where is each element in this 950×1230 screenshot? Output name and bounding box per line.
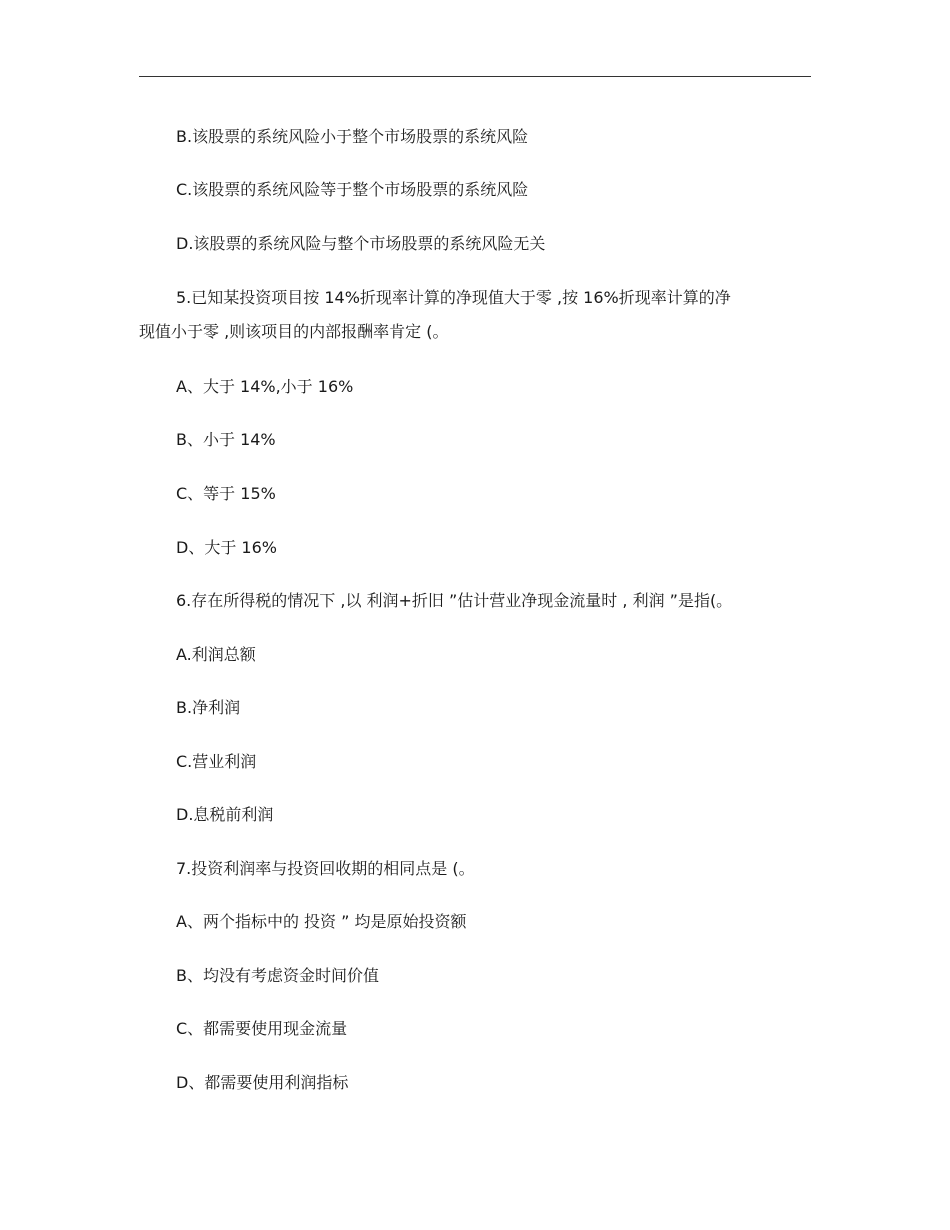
q6-option-a: A.利润总额 bbox=[176, 645, 256, 664]
option-d-line: D.该股票的系统风险与整个市场股票的系统风险无关 bbox=[176, 234, 546, 253]
question-5-line-1: 5.已知某投资项目按 14%折现率计算的净现值大于零 ,按 16%折现率计算的净 bbox=[176, 288, 731, 307]
question-6: 6.存在所得税的情况下 ,以 利润+折旧 ”估计营业净现金流量时 , 利润 ”是指(。 bbox=[176, 591, 733, 610]
question-5-line-2: 现值小于零 ,则该项目的内部报酬率肯定 (。 bbox=[139, 322, 449, 341]
q7-option-a: A、两个指标中的 投资 ” 均是原始投资额 bbox=[176, 912, 467, 931]
q6-option-d: D.息税前利润 bbox=[176, 805, 274, 824]
q5-option-b: B、小于 14% bbox=[176, 430, 276, 449]
q7-option-c: C、都需要使用现金流量 bbox=[176, 1019, 348, 1038]
header-rule bbox=[139, 76, 811, 77]
q5-option-c: C、等于 15% bbox=[176, 484, 276, 503]
q6-option-b: B.净利润 bbox=[176, 698, 241, 717]
q6-option-c: C.营业利润 bbox=[176, 752, 257, 771]
question-7: 7.投资利润率与投资回收期的相同点是 (。 bbox=[176, 859, 475, 878]
q5-option-a: A、大于 14%,小于 16% bbox=[176, 377, 354, 396]
option-b-line: B.该股票的系统风险小于整个市场股票的系统风险 bbox=[176, 127, 529, 146]
q5-option-d: D、大于 16% bbox=[176, 538, 277, 557]
q7-option-b: B、均没有考虑资金时间价值 bbox=[176, 966, 379, 985]
option-c-line: C.该股票的系统风险等于整个市场股票的系统风险 bbox=[176, 180, 529, 199]
q7-option-d: D、都需要使用利润指标 bbox=[176, 1073, 349, 1092]
